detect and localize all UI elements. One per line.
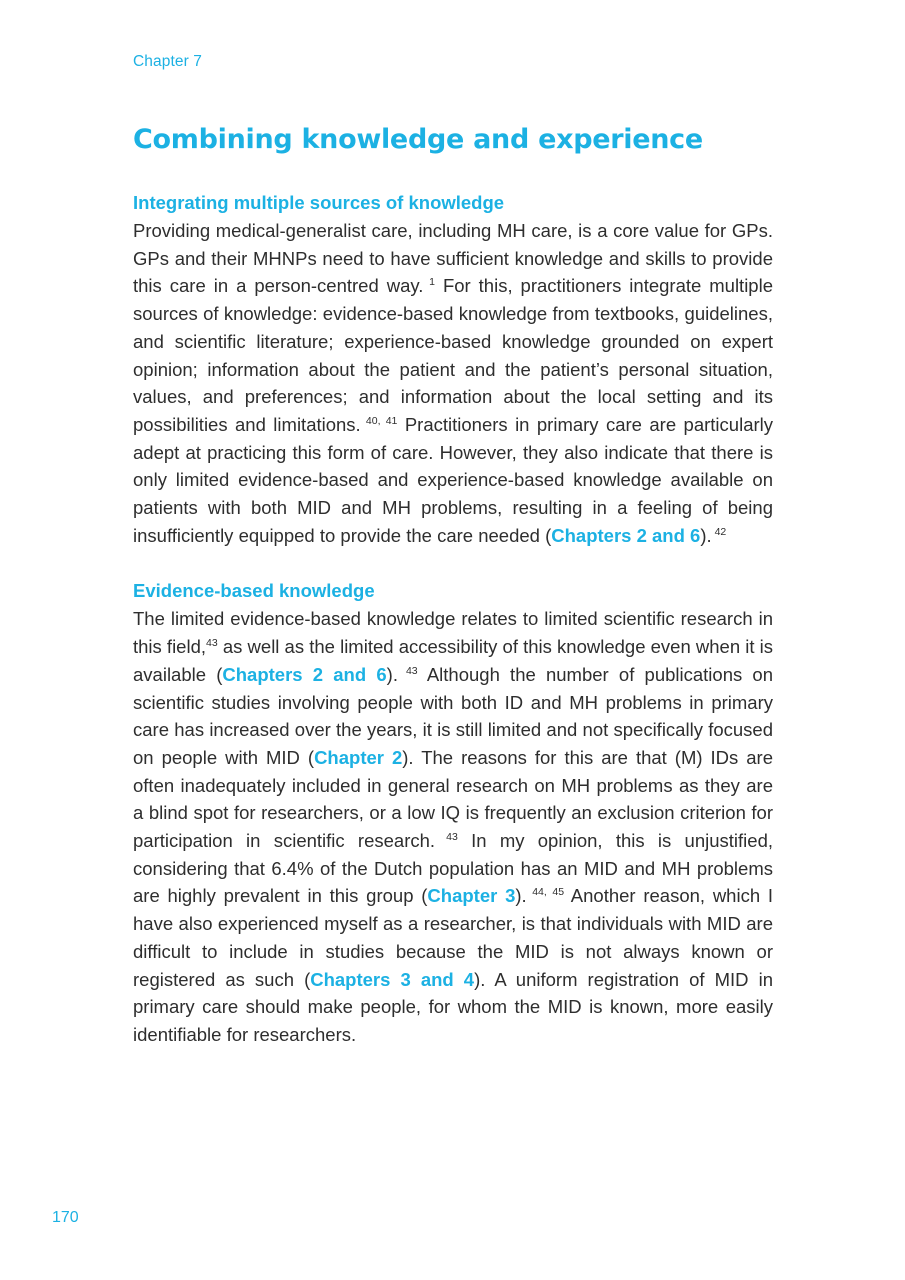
chapter-cross-reference[interactable]: Chapter 2	[314, 746, 403, 768]
text-run: ).	[386, 663, 398, 685]
citation-reference: 42	[714, 525, 727, 538]
text-run: Although the number of publications on scientific studies involving people with both ID and MH problems in primary care has increased over the years, it is still limited and not specifically focused on people with MID (	[133, 663, 774, 768]
citation-reference: 43	[405, 664, 418, 677]
text-run: ).	[700, 524, 712, 546]
running-head: Chapter 7	[133, 53, 202, 70]
section-heading: Evidence-based knowledge	[133, 580, 375, 602]
citation-reference: 44, 45	[532, 886, 565, 899]
main-content	[133, 189, 773, 1049]
chapter-cross-reference[interactable]: Chapter 3	[427, 885, 516, 907]
chapter-cross-reference[interactable]: Chapters 2 and 6	[222, 663, 387, 685]
text-run: In my opinion, this is unjustified, considering that 6.4% of the Dutch population has an MID and MH problems are highly prevalent in this group (	[133, 830, 774, 907]
text-run: ). A uniform registration of MID in primary care should make people, for whom the MID is known, more easily identifiable for researchers.	[133, 968, 773, 1045]
citation-reference: 1	[429, 276, 435, 289]
page-number: 170	[52, 1209, 79, 1226]
citation-reference: 43	[446, 830, 458, 843]
section-integrating-knowledge	[133, 189, 773, 549]
page-title: Combining knowledge and experience	[133, 124, 703, 155]
text-run: ). The reasons for this are that (M) IDs are often inadequately included in general research on MH problems as they are a blind spot for researchers, or a low IQ is frequently an exclusion criterion for participation in scientific research.	[133, 746, 773, 852]
chapter-cross-reference[interactable]: Chapters 3 and 4	[310, 968, 475, 990]
text-run: ).	[515, 885, 527, 907]
body-paragraph	[133, 605, 773, 1048]
citation-reference: 40, 41	[365, 414, 398, 427]
text-run: Another reason, which I have also experienced myself as a researcher, is that individuals with MID are difficult to include in studies because the MID is not always known or registered as such (	[133, 885, 774, 990]
text-run: Practitioners in primary care are particularly adept at practicing this form of care. However, they also indicate that there is only limited evidence-based and experience-based knowledge available on patients with both MID and MH problems, resulting in a feeling of being insufficiently equipped to provide the care needed (	[133, 413, 773, 546]
chapter-cross-reference[interactable]: Chapters 2 and 6	[551, 524, 701, 546]
citation-reference: 43	[206, 636, 218, 649]
text-run: The limited evidence-based knowledge relates to limited scientific research in this field,	[133, 608, 773, 658]
section-heading: Integrating multiple sources of knowledge	[133, 192, 505, 213]
text-run: For this, practitioners integrate multiple sources of knowledge: evidence-based knowledge from textbooks, guidelines, and scientific literature; experience-based knowledge grounded on expert opinion; information about the patient and the patient’s personal situation, values, and preferences; and information about the local setting and its possibilities and limitations.	[133, 275, 773, 435]
section-evidence-based-knowledge	[133, 577, 773, 1048]
text-run: as well as the limited accessibility of this knowledge even when it is available (	[133, 636, 774, 685]
text-run: Providing medical-generalist care, including MH care, is a core value for GPs. GPs and their MHNPs need to have sufficient knowledge and skills to provide this care in a person-centred way.	[133, 220, 773, 297]
body-paragraph	[133, 217, 773, 549]
